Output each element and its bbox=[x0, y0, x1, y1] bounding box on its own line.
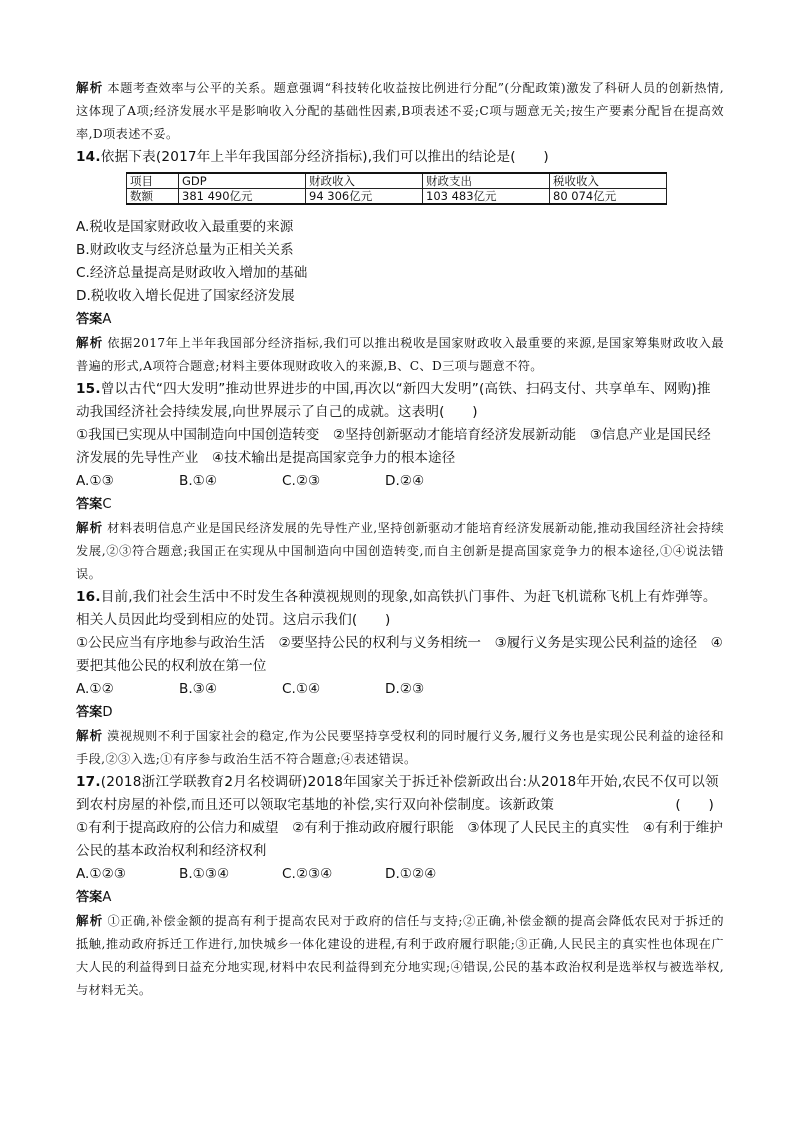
top-explanation: 解析 本题考查效率与公平的关系。题意强调“科技转化收益按比例进行分配”(分配政策)激发了科研人员的创新热情,这体现了A项;经济发展水平是影响收入分配的基础性因素,B项表述不妥;C项与题意无关;按生产要素分配旨在提高效率,D项表述不妥。 bbox=[76, 80, 724, 141]
table-row bbox=[127, 189, 667, 205]
table-cell: 财政收入 bbox=[306, 173, 423, 189]
table-cell: 税收收入 bbox=[550, 173, 667, 189]
question-17: 17.(2018浙江学联教育2月名校调研)2018年国家关于拆迁补偿新政出台:从2018年开始,农民不仅可以领到农村房屋的补偿,而且还可以领取宅基地的补偿,实行双向补偿制度。该新政策 ( ) bbox=[76, 771, 724, 817]
choice-c: C.②③ bbox=[282, 473, 321, 489]
answer-15: 答案C bbox=[76, 497, 112, 512]
question-16: 16.目前,我们社会生活中不时发生各种漠视规则的现象,如高铁扒门事件、为赶飞机谎称飞机上有炸弹等。相关人员因此均受到相应的处罚。这启示我们( ) bbox=[76, 589, 717, 628]
table-header-row bbox=[127, 173, 667, 189]
table-cell: 财政支出 bbox=[423, 173, 550, 189]
answer-17: 答案A bbox=[76, 890, 112, 905]
answer-16: 答案D bbox=[76, 705, 113, 720]
explanation-17: 解析 ①正确,补偿金额的提高有利于提高农民对于政府的信任与支持;②正确,补偿金额的提高会降低农民对于拆迁的抵触,推动政府拆迁工作进行,加快城乡一体化建设的进程,有利于政府履行职能;③正确,人民民主的真实性也体现在广大人民的利益得到日益充分地实现,材料中农民利益得到充分地实现;④错误,公民的基本政治权利是选举权与被选举权,与材料无关。 bbox=[76, 913, 724, 997]
statement-items-15: ①我国已实现从中国制造向中国创造转变 ②坚持创新驱动才能培育经济发展新动能 ③信息产业是国民经济发展的先导性产业 ④技术输出是提高国家竞争力的根本途径 bbox=[76, 427, 711, 466]
table-cell: 103 483亿元 bbox=[423, 189, 550, 205]
choices-17 bbox=[76, 863, 724, 886]
option-b: B.财政收支与经济总量为正相关关系 bbox=[76, 242, 294, 258]
choice-d: D.①②④ bbox=[385, 866, 437, 882]
explanation-14: 解析 依据2017年上半年我国部分经济指标,我们可以推出税收是国家财政收入最重要的来源,是国家筹集财政收入最普遍的形式,A项符合题意;材料主要体现财政收入的来源,B、C、D三项与题意不符。 bbox=[76, 335, 724, 373]
table-cell: 80 074亿元 bbox=[550, 189, 667, 205]
option-a: A.税收是国家财政收入最重要的来源 bbox=[76, 219, 294, 235]
statement-items-16: ①公民应当有序地参与政治生活 ②要坚持公民的权利与义务相统一 ③履行义务是实现公民利益的途径 ④要把其他公民的权利放在第一位 bbox=[76, 635, 723, 674]
economic-indicator-table bbox=[126, 172, 667, 205]
table-cell: 94 306亿元 bbox=[306, 189, 423, 205]
table-cell: 数额 bbox=[127, 189, 179, 205]
choice-a: A.①③ bbox=[76, 473, 114, 489]
question-15: 15.曾以古代“四大发明”推动世界进步的中国,再次以“新四大发明”(高铁、扫码支付、共享单车、网购)推动我国经济社会持续发展,向世界展示了自己的成就。这表明( ) bbox=[76, 381, 711, 420]
choice-a: A.①②③ bbox=[76, 866, 126, 882]
option-c: C.经济总量提高是财政收入增加的基础 bbox=[76, 265, 308, 281]
choices-15 bbox=[76, 470, 724, 493]
choice-a: A.①② bbox=[76, 681, 114, 697]
page-content bbox=[76, 76, 724, 1002]
choice-c: C.②③④ bbox=[282, 866, 333, 882]
option-d: D.税收收入增长促进了国家经济发展 bbox=[76, 288, 295, 304]
table-cell: 381 490亿元 bbox=[179, 189, 306, 205]
choice-c: C.①④ bbox=[282, 681, 321, 697]
statement-items-17: ①有利于提高政府的公信力和威望 ②有利于推动政府履行职能 ③体现了人民民主的真实性 ④有利于维护公民的基本政治权利和经济权利 bbox=[76, 820, 723, 859]
table-cell: GDP bbox=[179, 173, 306, 189]
choice-b: B.①④ bbox=[179, 473, 218, 489]
explanation-15: 解析 材料表明信息产业是国民经济发展的先导性产业,坚持创新驱动才能培育经济发展新动能,推动我国经济社会持续发展,②③符合题意;我国正在实现从中国制造向中国创造转变,而自主创新是提高国家竞争力的根本途径,①④说法错误。 bbox=[76, 520, 724, 581]
answer-14: 答案A bbox=[76, 312, 112, 327]
explanation-16: 解析 漠视规则不利于国家社会的稳定,作为公民要坚持享受权利的同时履行义务,履行义务也是实现公民利益的途径和手段,②③入选;①有序参与政治生活不符合题意;④表述错误。 bbox=[76, 728, 724, 766]
choice-d: D.②③ bbox=[385, 681, 425, 697]
question-14: 14.依据下表(2017年上半年我国部分经济指标),我们可以推出的结论是( ) bbox=[76, 149, 549, 165]
choice-d: D.②④ bbox=[385, 473, 425, 489]
choice-b: B.①③④ bbox=[179, 866, 230, 882]
choice-b: B.③④ bbox=[179, 681, 218, 697]
table-cell: 项目 bbox=[127, 173, 179, 189]
choices-16 bbox=[76, 678, 724, 701]
answer-blank: ( ) bbox=[675, 797, 714, 813]
